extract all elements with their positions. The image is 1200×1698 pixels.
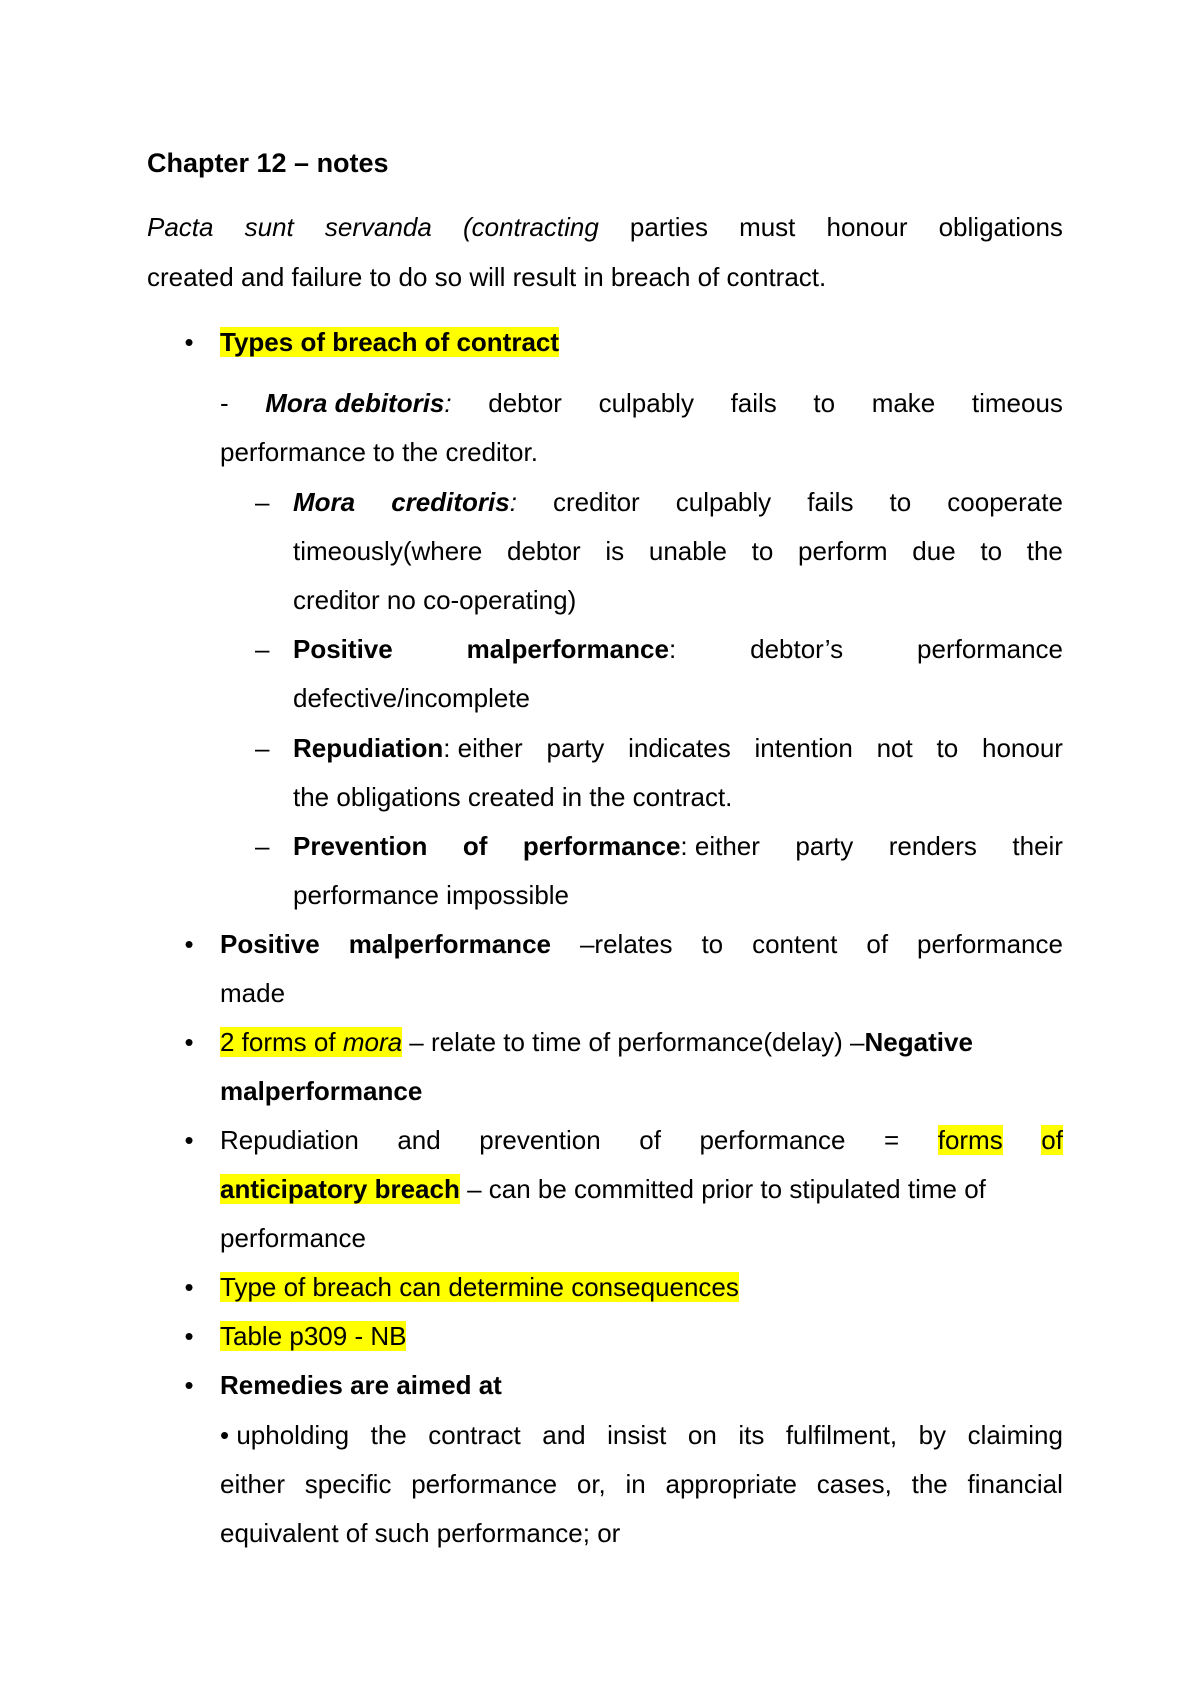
term-word: Mora [293, 487, 356, 517]
word: fulfilment, [785, 1420, 898, 1450]
word: financial [967, 1469, 1063, 1499]
word: the [370, 1420, 407, 1450]
bullet-icon: • [184, 929, 194, 959]
term-word: of [462, 831, 488, 861]
word: culpably [598, 388, 694, 418]
word: debtor [488, 388, 562, 418]
table-note-text: Table p309 - NB [220, 1321, 407, 1351]
term-word: Positive [293, 634, 393, 664]
word: party [795, 831, 854, 861]
word: timeously(where [293, 536, 483, 566]
word: of [866, 929, 889, 959]
negative-term: Negative [864, 1027, 973, 1057]
mora-forms-text: – relate to time of performance(delay) – [402, 1027, 865, 1057]
word: to [889, 487, 912, 517]
word: their [1012, 831, 1063, 861]
word: party [546, 733, 605, 763]
repudiation-term: Repudiation: either [293, 733, 523, 763]
word: insist [607, 1420, 667, 1450]
prevention-line-1 [293, 831, 1063, 861]
word: to [980, 536, 1003, 566]
mora-forms-line-1 [220, 1027, 1063, 1057]
word: by [918, 1420, 947, 1450]
mora-forms-line-2: malperformance [220, 1076, 423, 1106]
types-heading [220, 327, 559, 357]
bullet-icon: • [184, 1321, 194, 1351]
word: = [883, 1125, 900, 1155]
word: either [220, 1469, 286, 1499]
word: performance [699, 1125, 846, 1155]
prevention-line-2: performance impossible [293, 880, 570, 910]
repudiation-line-1 [293, 733, 1063, 763]
word: or, [576, 1469, 606, 1499]
word: make [871, 388, 936, 418]
table-note-line [220, 1321, 406, 1351]
word: • upholding [220, 1420, 350, 1450]
word: performance [411, 1469, 558, 1499]
term-word: performance: either [522, 831, 760, 861]
positive-note-line-2: made [220, 978, 286, 1008]
remedies-sub-line-2 [220, 1469, 1063, 1499]
word: honour [982, 733, 1063, 763]
bullet-icon: • [184, 1272, 194, 1302]
mora-debitoris-term: Mora debitoris: [265, 388, 452, 418]
bullet-icon: • [184, 1125, 194, 1155]
word: Repudiation [220, 1125, 359, 1155]
word: the [911, 1469, 948, 1499]
word: specific [304, 1469, 392, 1499]
word: fails [730, 388, 777, 418]
remedies-sub-line-3: equivalent of such performance; or [220, 1518, 621, 1548]
word: unable [648, 536, 727, 566]
mora-debitoris-line-2: performance to the creditor. [220, 437, 538, 467]
mora-creditoris-line-2 [293, 536, 1063, 566]
remedies-sub-line-1 [220, 1420, 1063, 1450]
word: indicates [628, 733, 731, 763]
anticipatory-line-2 [220, 1174, 986, 1204]
word: to [813, 388, 836, 418]
word: appropriate [665, 1469, 798, 1499]
term-word: malperformance: [466, 634, 677, 664]
term-word: Prevention [293, 831, 428, 861]
word: debtor [506, 536, 581, 566]
word: content [752, 929, 838, 959]
consequences-text: Type of breach can determine consequences [220, 1272, 739, 1302]
anticipatory-line-1 [220, 1125, 1063, 1155]
intro-word: sunt [244, 212, 294, 242]
word: to [751, 536, 774, 566]
dash-mark: – [255, 487, 270, 517]
positive-type-line-2: defective/incomplete [293, 683, 531, 713]
word: not [876, 733, 913, 763]
repudiation-line-2: the obligations created in the contract. [293, 782, 733, 812]
intro-line-2: created and failure to do so will result in breach of contract. [147, 262, 827, 292]
word: of [639, 1125, 661, 1155]
intro-word: must [739, 212, 796, 242]
mora-debitoris-line-1 [220, 388, 1063, 418]
mora-creditoris-line-3: creditor no co-operating) [293, 585, 577, 615]
bullet-icon: • [184, 1370, 194, 1400]
intro-word: servanda [324, 212, 432, 242]
positive-note-line-1 [220, 929, 1063, 959]
intro-word: honour [826, 212, 908, 242]
hyphen-mark: - [220, 388, 229, 418]
word: due [912, 536, 956, 566]
term-word: malperformance [348, 929, 551, 959]
word: debtor’s [750, 634, 844, 664]
highlighted-word: of [1041, 1125, 1063, 1155]
word: performance [917, 929, 1063, 959]
positive-type-line-1 [293, 634, 1063, 664]
word: and [542, 1420, 586, 1450]
word: contract [428, 1420, 521, 1450]
bullet-icon: • [184, 327, 194, 357]
page-title: Chapter 12 – notes [147, 148, 389, 178]
remedies-heading: Remedies are aimed at [220, 1370, 502, 1400]
term-word: Positive [220, 929, 320, 959]
mora-forms-highlight: 2 forms of mora [220, 1027, 403, 1057]
anticipatory-text: – can be committed prior to stipulated time of [459, 1174, 986, 1204]
anticipatory-line-3: performance [220, 1223, 366, 1253]
intro-word: Pacta [147, 212, 214, 242]
dash-mark: – [255, 831, 270, 861]
word: timeous [971, 388, 1063, 418]
word: prevention [479, 1125, 601, 1155]
word: cooperate [947, 487, 1063, 517]
word: performance [917, 634, 1063, 664]
word: to [936, 733, 959, 763]
word: –relates [579, 929, 673, 959]
word: creditor [552, 487, 640, 517]
anticipatory-highlight: anticipatory breach [220, 1174, 460, 1204]
word: intention [754, 733, 853, 763]
word: culpably [675, 487, 772, 517]
word: claiming [967, 1420, 1063, 1450]
bullet-icon: • [184, 1027, 194, 1057]
intro-word: (contracting [462, 212, 599, 242]
word: on [687, 1420, 717, 1450]
word: renders [888, 831, 977, 861]
dash-mark: – [255, 634, 270, 664]
term-word: creditoris: [391, 487, 517, 517]
word: the [1026, 536, 1063, 566]
word: to [701, 929, 724, 959]
consequences-line [220, 1272, 739, 1302]
word: and [397, 1125, 441, 1155]
mora-creditoris-line-1 [293, 487, 1063, 517]
word: its [738, 1420, 765, 1450]
types-heading-text: Types of breach of contract [220, 327, 560, 357]
word: in [625, 1469, 646, 1499]
word: fails [807, 487, 854, 517]
word: perform [798, 536, 888, 566]
word: cases, [816, 1469, 892, 1499]
intro-word: parties [629, 212, 708, 242]
word: is [605, 536, 625, 566]
intro-word: obligations [938, 212, 1063, 242]
intro-line-1 [147, 212, 1063, 242]
highlighted-word: forms [937, 1125, 1003, 1155]
dash-mark: – [255, 733, 270, 763]
